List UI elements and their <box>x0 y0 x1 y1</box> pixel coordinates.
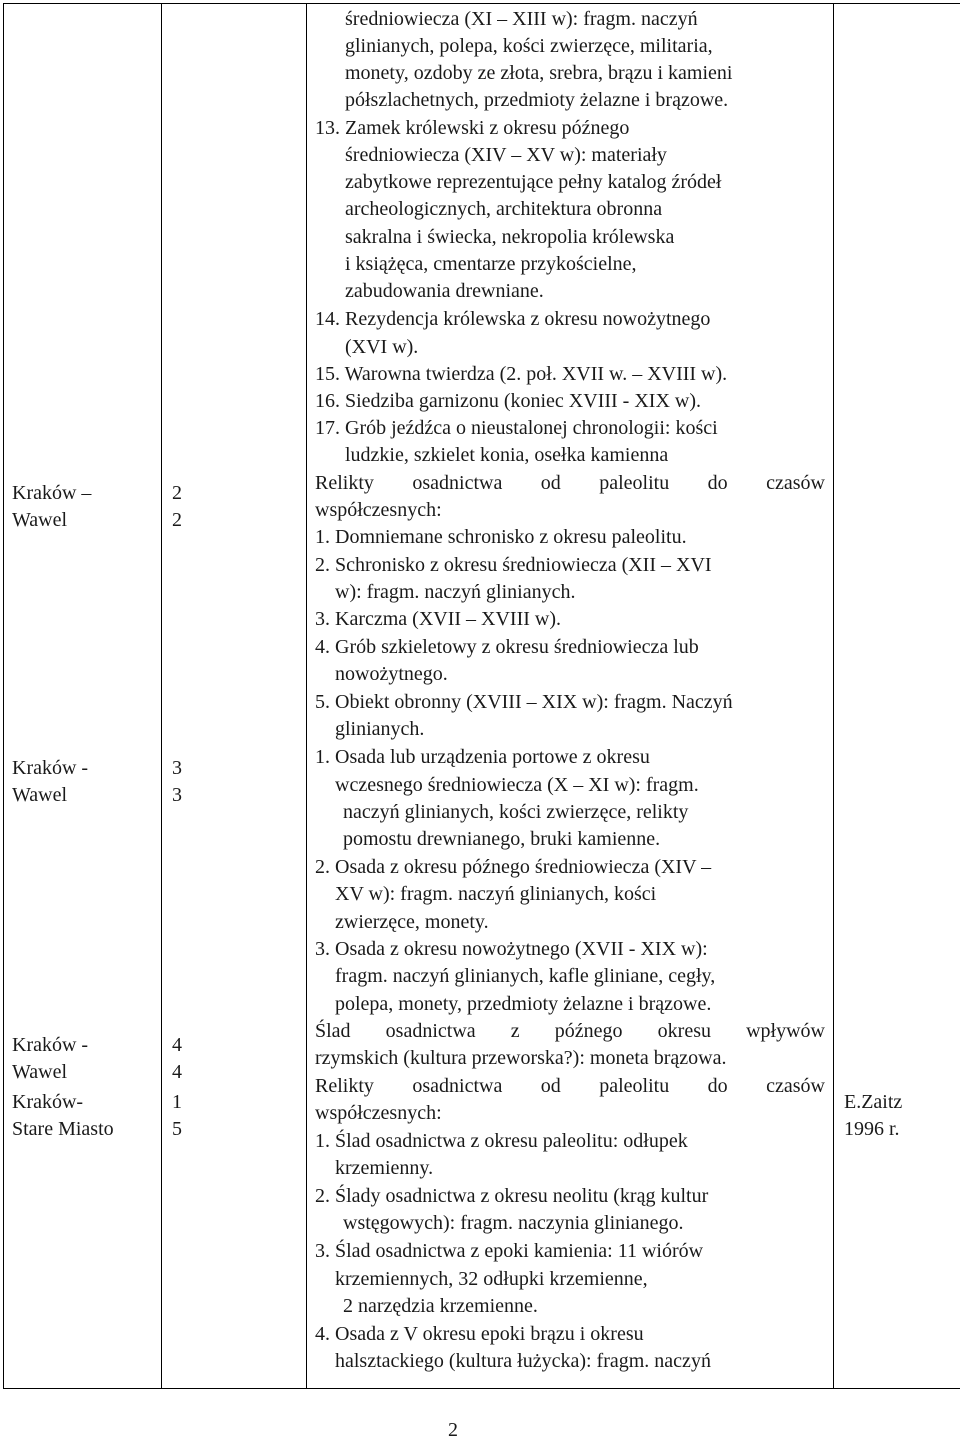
description-line: 3. Ślad osadnictwa z epoki kamienia: 11 wiórów <box>315 1240 704 1262</box>
description-line: zabudowania drewniane. <box>345 280 544 302</box>
site-number: 4 <box>172 1061 182 1083</box>
description-line: glinianych, polepa, kości zwierzęce, militaria, <box>345 35 713 57</box>
author-name: E.Zaitz <box>844 1091 903 1113</box>
description-line: XV w): fragm. naczyń glinianych, kości <box>335 883 657 905</box>
description-line: 2. Ślady osadnictwa z okresu neolitu (krąg kultur <box>315 1185 709 1207</box>
location-label: Kraków - <box>12 1034 89 1056</box>
description-line: archeologicznych, architektura obronna <box>345 198 663 220</box>
description-line: wczesnego średniowiecza (X – XI w): fragm. <box>335 774 699 796</box>
description-line: współczesnych: <box>315 1102 442 1124</box>
site-number: 3 <box>172 784 182 806</box>
description-line: nowożytnego. <box>335 663 448 685</box>
description-line: 2. Schronisko z okresu średniowiecza (XII – XVI <box>315 554 712 576</box>
description-column <box>307 4 834 1389</box>
description-line: Relikty osadnictwa od paleolitu do czasów <box>315 472 825 494</box>
site-number: 1 <box>172 1091 182 1113</box>
page-number: 2 <box>448 1419 458 1441</box>
site-number: 3 <box>172 757 182 779</box>
description-line: współczesnych: <box>315 499 442 521</box>
description-line: krzemiennych, 32 odłupki krzemienne, <box>335 1268 648 1290</box>
description-line: sakralna i świecka, nekropolia królewska <box>345 226 675 248</box>
description-line: halsztackiego (kultura łużycka): fragm. naczyń <box>335 1350 711 1372</box>
description-line: 15. Warowna twierdza (2. poł. XVII w. – XVIII w). <box>315 363 728 385</box>
description-line: glinianych. <box>335 718 425 740</box>
description-line: Relikty osadnictwa od paleolitu do czasów <box>315 1075 825 1097</box>
description-line: 17. Grób jeźdźca o nieustalonej chronologii: kości <box>315 417 718 439</box>
location-label: Wawel <box>12 784 68 806</box>
description-line: wstęgowych): fragm. naczynia glinianego. <box>343 1212 684 1234</box>
description-line: pomostu drewnianego, bruki kamienne. <box>343 828 661 850</box>
description-line: krzemienny. <box>335 1157 434 1179</box>
description-line: naczyń glinianych, kości zwierzęce, relikty <box>343 801 689 823</box>
description-line: 13. Zamek królewski z okresu późnego <box>315 117 630 139</box>
description-line: i książęca, cmentarze przykościelne, <box>345 253 637 275</box>
location-label: Kraków- <box>12 1091 84 1113</box>
site-number: 2 <box>172 509 182 531</box>
location-label: Kraków – <box>12 482 92 504</box>
location-label: Wawel <box>12 509 68 531</box>
description-line: Ślad osadnictwa z późnego okresu wpływów <box>315 1020 825 1042</box>
description-line: 16. Siedziba garnizonu (koniec XVIII - XIX w). <box>315 390 701 412</box>
author-column <box>834 4 960 1389</box>
description-line: 1. Osada lub urządzenia portowe z okresu <box>315 746 650 768</box>
description-line: ludzkie, szkielet konia, osełka kamienna <box>345 444 669 466</box>
location-label: Kraków - <box>12 757 89 779</box>
description-line: 1. Ślad osadnictwa z okresu paleolitu: odłupek <box>315 1130 688 1152</box>
description-line: w): fragm. naczyń glinianych. <box>335 581 576 603</box>
description-line: średniowiecza (XIV – XV w): materiały <box>345 144 667 166</box>
description-line: 4. Osada z V okresu epoki brązu i okresu <box>315 1323 644 1345</box>
description-line: półszlachetnych, przedmioty żelazne i brązowe. <box>345 89 729 111</box>
description-line: polepa, monety, przedmioty żelazne i brązowe. <box>335 993 712 1015</box>
register-table <box>3 3 960 1389</box>
description-line: 3. Karczma (XVII – XVIII w). <box>315 608 562 630</box>
location-label: Wawel <box>12 1061 68 1083</box>
description-line: 1. Domniemane schronisko z okresu paleolitu. <box>315 526 687 548</box>
location-column <box>4 4 162 1389</box>
description-line: zwierzęce, monety. <box>335 911 489 933</box>
description-line: 2 narzędzia krzemienne. <box>343 1295 538 1317</box>
site-number: 2 <box>172 482 182 504</box>
author-year: 1996 r. <box>844 1118 900 1140</box>
description-line: fragm. naczyń glinianych, kafle gliniane, cegły, <box>335 965 716 987</box>
description-line: 14. Rezydencja królewska z okresu nowożytnego <box>315 308 711 330</box>
location-label: Stare Miasto <box>12 1118 114 1140</box>
number-column <box>162 4 307 1389</box>
table-row <box>4 4 960 1389</box>
description-line: rzymskich (kultura przeworska?): moneta brązowa. <box>315 1047 727 1069</box>
description-line: zabytkowe reprezentujące pełny katalog źródeł <box>345 171 722 193</box>
description-line: 5. Obiekt obronny (XVIII – XIX w): fragm. Naczyń <box>315 691 733 713</box>
description-line: (XVI w). <box>345 336 419 358</box>
description-line: średniowiecza (XI – XIII w): fragm. naczyń <box>345 8 698 30</box>
description-line: monety, ozdoby ze złota, srebra, brązu i kamieni <box>345 62 733 84</box>
site-number: 5 <box>172 1118 182 1140</box>
description-line: 4. Grób szkieletowy z okresu średniowiecza lub <box>315 636 699 658</box>
site-number: 4 <box>172 1034 182 1056</box>
description-line: 3. Osada z okresu nowożytnego (XVII - XIX w): <box>315 938 708 960</box>
description-line: 2. Osada z okresu późnego średniowiecza (XIV – <box>315 856 712 878</box>
